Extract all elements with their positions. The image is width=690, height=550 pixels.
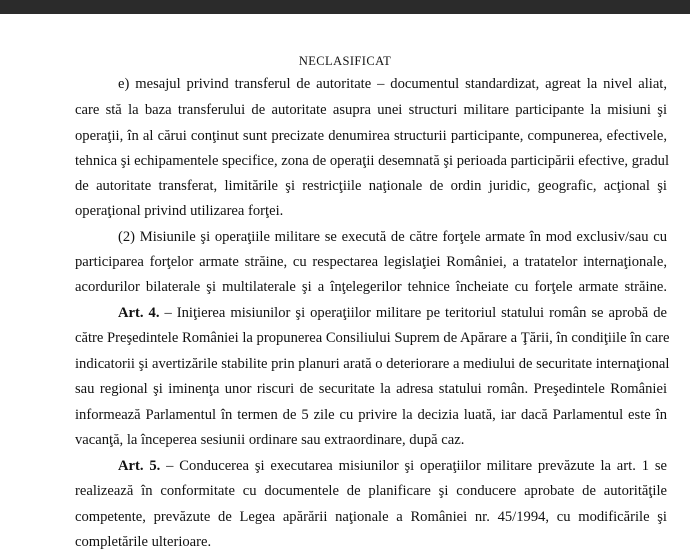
paragraph-line: participarea forţelor armate străine, cu respectarea legislaţiei României, a tratatelor internaţionale, — [75, 254, 667, 270]
paragraph-line: tehnica şi echipamentele specifice, zona de operaţii desemnată şi perioada participării efective, gradul — [75, 153, 670, 169]
paragraph-line: vacanţă, la începerea sesiunii ordinare sau extraordinare, după caz. — [75, 432, 465, 448]
paragraph-line: către Preşedintele României la propunerea Consiliului Suprem de Apărare a Ţării, în condiţiile în care — [75, 330, 670, 346]
paragraph-line — [118, 459, 667, 474]
paragraph-line: indicatorii şi avertizările stabilite prin planuri arată o deteriorare a mediului de securitate internaţional — [75, 356, 670, 372]
paragraph-line: de autoritate transferat, limitările şi restricţiile naţionale de ordin juridic, geografic, acţional şi — [75, 178, 667, 194]
paragraph-line: informează Parlamentul în termen de 5 zile cu privire la decizia luată, iar dacă Parlamentul este în — [75, 407, 667, 423]
paragraph-line: e) mesajul privind transferul de autoritate – documentul standardizat, agreat la nivel aliat, — [118, 76, 667, 92]
article-text: – Conducerea şi executarea misiunilor şi operaţiilor militare prevăzute la art. 1 se — [160, 458, 667, 474]
paragraph-line: competente, prevăzute de Legea apărării naţionale a României nr. 45/1994, cu modificările şi — [75, 509, 667, 525]
document-page — [0, 14, 690, 550]
window-top-bar — [0, 0, 690, 14]
paragraph-line: operaţii, în al cărui conţinut sunt precizate denumirea structurii participante, compunerea, efectivele, — [75, 128, 667, 144]
paragraph-line: operaţional privind utilizarea forţei. — [75, 203, 284, 219]
paragraph-line: realizează în conformitate cu documentele de planificare şi conducere aprobate de autorităţile — [75, 483, 667, 499]
paragraph-line: sau regional şi iminenţa unor riscuri de securitate la adresa statului român. Preşedintele României — [75, 381, 667, 397]
article-heading: Art. 5. — [118, 458, 161, 474]
paragraph-line: acordurilor bilaterale şi multilaterale şi a înţelegerilor tehnice încheiate cu forţele armate străine. — [75, 279, 667, 295]
paragraph-line: completările ulterioare. — [75, 534, 212, 550]
paragraph-line — [118, 306, 667, 321]
paragraph-line: care stă la baza transferului de autoritate asupra unei structuri militare participante la misiuni şi — [75, 102, 667, 118]
classification-header: NECLASIFICAT — [298, 54, 392, 68]
article-text: – Iniţierea misiunilor şi operaţiilor militare pe teritoriul statului român se aprobă de — [159, 305, 668, 321]
article-heading: Art. 4. — [118, 305, 160, 321]
paragraph-line: (2) Misiunile şi operaţiile militare se execută de către forţele armate în mod exclusiv/sau cu — [118, 229, 667, 245]
